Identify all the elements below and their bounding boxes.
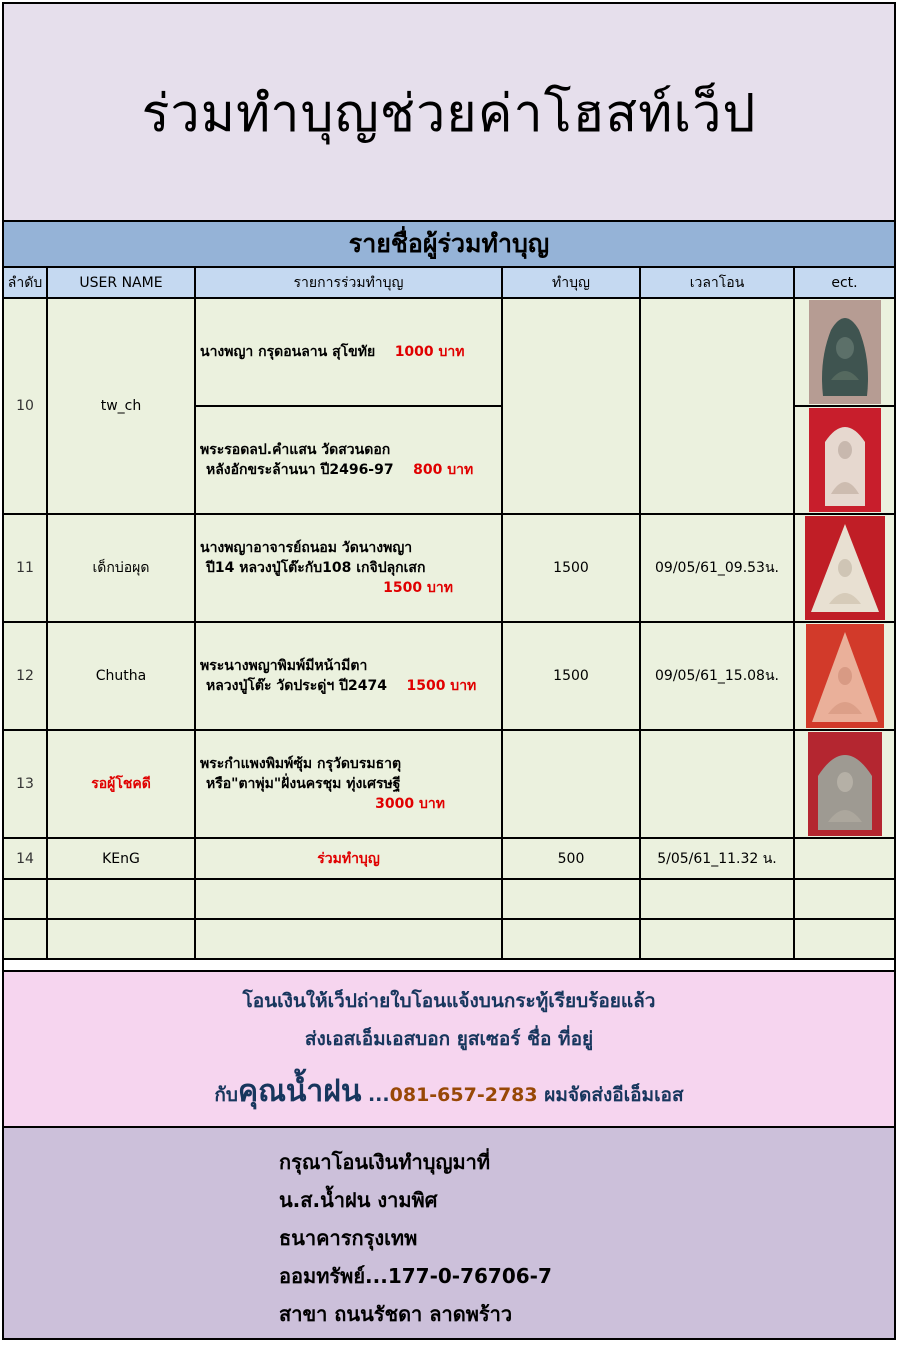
table-row [4,622,894,730]
row-amount: 1500 [502,514,640,622]
col-header-item: รายการร่วมทำบุญ [195,268,502,298]
item-price: 800 บาท [413,462,474,478]
bank-name: ธนาคารกรุงเทพ [279,1226,418,1250]
item-desc-line2: ปี14 หลวงปู่โต๊ะกับ108 เกจิปลุกเสก [206,560,426,576]
item-desc: พระนางพญาพิมพ์มีหน้ามีตา [200,658,368,674]
item-price: 1500 บาท [406,678,477,694]
item-price: 1000 บาท [394,344,465,360]
empty-row [4,879,894,919]
amulet-pink-photo [806,624,884,728]
contact-prefix: กับ [214,1084,238,1106]
poster [2,2,896,1340]
col-header-user: USER NAME [47,268,195,298]
amulet-triangle-photo [805,516,885,620]
col-header-etc: ect. [794,268,894,298]
row-amount [502,298,640,514]
row-item [195,730,502,838]
col-header-no: ลำดับ [4,268,47,298]
item-desc-line2: หรือ"ตาพุ่ม"ฝั่งนครชุม ทุ่งเศรษฐี [206,776,401,792]
row-number: 10 [4,298,47,514]
bank-account-number: ออมทรัพย์...177-0-76706-7 [279,1264,552,1288]
amulet-white-on-red-photo [809,408,881,512]
item-desc-line2 [200,676,497,696]
table-header-row [4,268,894,298]
row-time [640,298,794,514]
contact-suffix: ผมจัดส่งอีเอ็มเอส [537,1084,684,1106]
item-price: 1500 บาท [383,580,453,596]
item-desc-text: หลวงปู่โต๊ะ วัดประดู่ฯ ปี2474 [206,678,387,694]
amulet-grey-photo [808,732,882,836]
row-item [195,298,502,406]
page-title: ร่วมทำบุญช่วยค่าโฮสท์เว็ป [141,83,757,144]
item-desc: นางพญา กรุดอนลาน สุโขทัย [200,344,376,360]
empty-row [4,919,894,959]
contact-phone: 081-657-2783 [389,1084,538,1106]
row-image-cell [794,406,894,514]
row-item [195,514,502,622]
item-desc: พระกำแพงพิมพ์ซุ้ม กรุวัดบรมธาตุ [200,756,402,772]
transfer-instructions [4,970,894,1128]
row-image-cell [794,514,894,622]
item-desc-line2 [200,460,497,480]
row-number: 11 [4,514,47,622]
transfer-line2: ส่งเอสเอ็มเอสบอก ยูสเซอร์ ชื่อ ที่อยู่ [304,1028,594,1050]
table-row [4,298,894,406]
contact-name: คุณน้ำฝน [238,1074,362,1109]
row-image-cell [794,298,894,406]
col-header-time: เวลาโอน [640,268,794,298]
row-item [195,622,502,730]
row-time: 5/05/61_11.32 น. [640,838,794,879]
row-username: Chutha [47,622,195,730]
transfer-line3 [4,1068,894,1115]
row-image-cell [794,622,894,730]
bank-details [4,1128,894,1338]
row-number: 14 [4,838,47,879]
item-desc: พระรอดลป.คำแสน วัดสวนดอก [200,442,391,458]
row-amount [502,730,640,838]
row-amount: 500 [502,838,640,879]
table-row [4,730,894,838]
row-time: 09/05/61_09.53น. [640,514,794,622]
bank-account-name: น.ส.น้ำฝน งามพิศ [279,1188,438,1212]
amulet-green-photo [809,300,881,404]
row-username: KEnG [47,838,195,879]
title-banner [4,4,894,222]
donor-table [4,268,894,960]
bank-line1: กรุณาโอนเงินทำบุญมาที่ [279,1150,491,1174]
row-time: 09/05/61_15.08น. [640,622,794,730]
bank-branch: สาขา ถนนรัชดา ลาดพร้าว [279,1302,513,1326]
row-time [640,730,794,838]
contact-dots: ... [361,1084,390,1106]
item-desc: นางพญาอาจารย์ถนอม วัดนางพญา [200,540,413,556]
donor-list-heading: รายชื่อผู้ร่วมทำบุญ [4,222,894,268]
table-row [4,514,894,622]
row-username: tw_ch [47,298,195,514]
row-number: 13 [4,730,47,838]
row-amount: 1500 [502,622,640,730]
table-row [4,838,894,879]
row-image-cell [794,838,894,879]
item-price: 3000 บาท [375,796,445,812]
row-image-cell [794,730,894,838]
row-username: เด็กบ่อผุด [47,514,195,622]
col-header-amount: ทำบุญ [502,268,640,298]
row-number: 12 [4,622,47,730]
row-item: ร่วมทำบุญ [195,838,502,879]
transfer-line1: โอนเงินให้เว็ปถ่ายใบโอนแจ้งบนกระทู้เรียบร้อยแล้ว [242,990,656,1012]
row-item [195,406,502,514]
row-username: รอผู้โชคดี [47,730,195,838]
item-desc-text: หลังอักขระล้านนา ปี2496-97 [206,462,394,478]
